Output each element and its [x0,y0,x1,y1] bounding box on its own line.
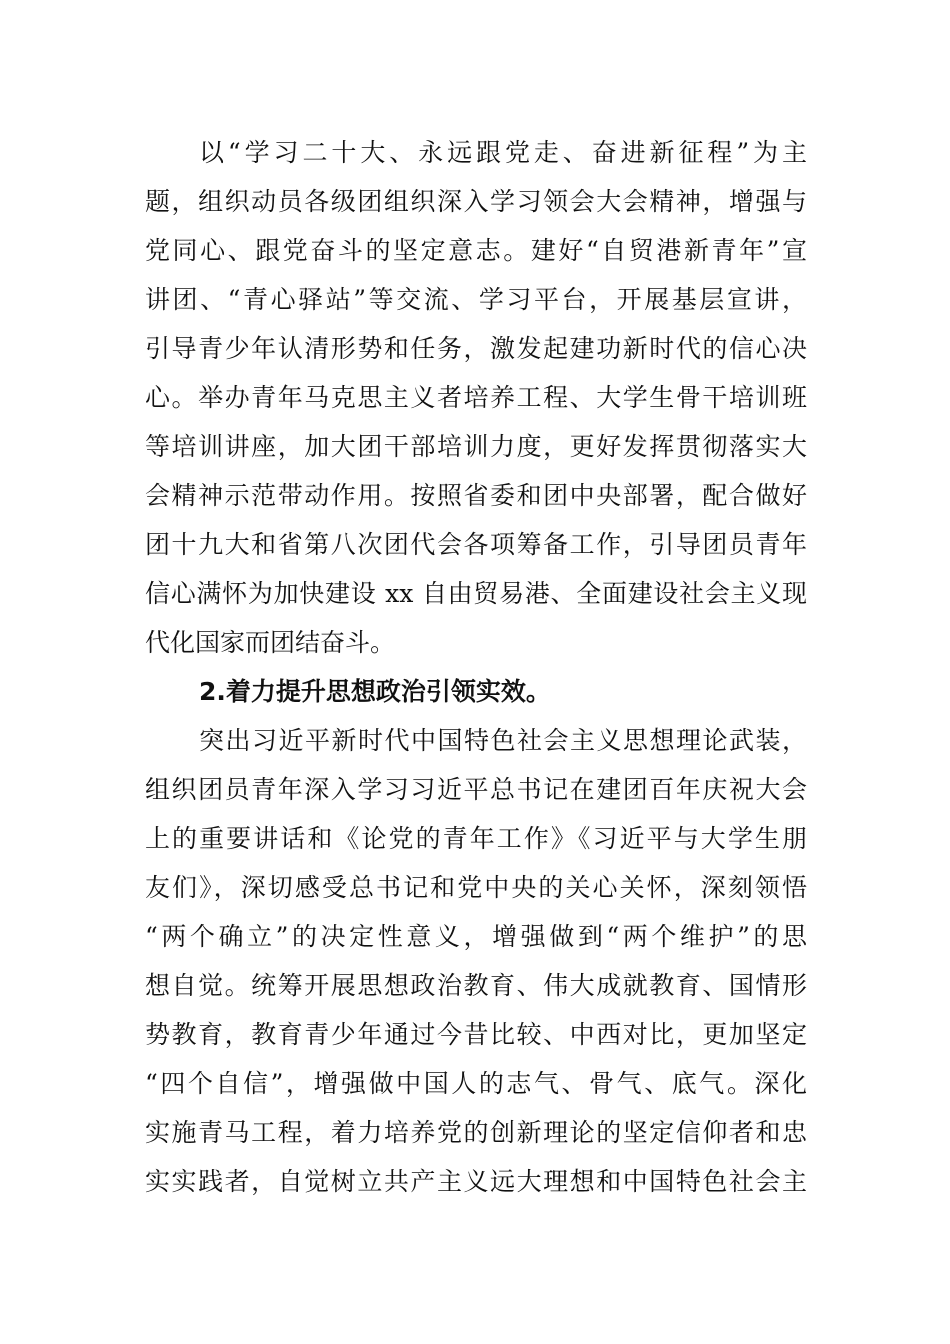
paragraph-line: 突出习近平新时代中国特色社会主义思想理论武装， [199,726,807,755]
paragraph-line: 心。举办青年马克思主义者培养工程、大学生骨干培训班 [145,383,807,412]
paragraph-line: 团十九大和省第八次团代会各项筹备工作，引导团员青年 [145,530,807,559]
paragraph-line: 代化国家而团结奋斗。 [145,628,396,657]
paragraph-line: 上的重要讲话和《论党的青年工作》《习近平与大学生朋 [145,824,807,853]
paragraph-line: 引导青少年认清形势和任务，激发起建功新时代的信心决 [145,334,807,363]
paragraph-line: 组织团员青年深入学习习近平总书记在建团百年庆祝大会 [145,775,807,804]
paragraph-line: 党同心、跟党奋斗的坚定意志。建好“自贸港新青年”宣 [145,236,807,265]
paragraph-line: “四个自信”，增强做中国人的志气、骨气、底气。深化 [145,1069,807,1098]
paragraph-line: 信心满怀为加快建设 xx 自由贸易港、全面建设社会主义现 [145,579,807,608]
paragraph-line: 等培训讲座，加大团干部培训力度，更好发挥贯彻落实大 [145,432,807,461]
paragraph-1 [145,128,807,667]
paragraph-line: 想自觉。统筹开展思想政治教育、伟大成就教育、国情形 [145,971,807,1000]
paragraph-line: 以“学习二十大、永远跟党走、奋进新征程”为主 [199,138,807,167]
document-body [145,128,807,1206]
paragraph-line: 实施青马工程，着力培养党的创新理论的坚定信仰者和忠 [145,1118,807,1147]
paragraph-line: 实实践者，自觉树立共产主义远大理想和中国特色社会主 [145,1167,807,1196]
paragraph-line: “两个确立”的决定性意义，增强做到“两个维护”的思 [145,922,807,951]
paragraph-line: 会精神示范带动作用。按照省委和团中央部署，配合做好 [145,481,807,510]
paragraph-line: 讲团、“青心驿站”等交流、学习平台，开展基层宣讲， [145,285,807,314]
paragraph-line: 题，组织动员各级团组织深入学习领会大会精神，增强与 [145,187,807,216]
paragraph-line: 势教育，教育青少年通过今昔比较、中西对比，更加坚定 [145,1020,807,1049]
paragraph-2 [145,716,807,1206]
section-heading: 2.着力提升思想政治引领实效。 [199,677,551,706]
paragraph-line: 友们》，深切感受总书记和党中央的关心关怀，深刻领悟 [145,873,807,902]
